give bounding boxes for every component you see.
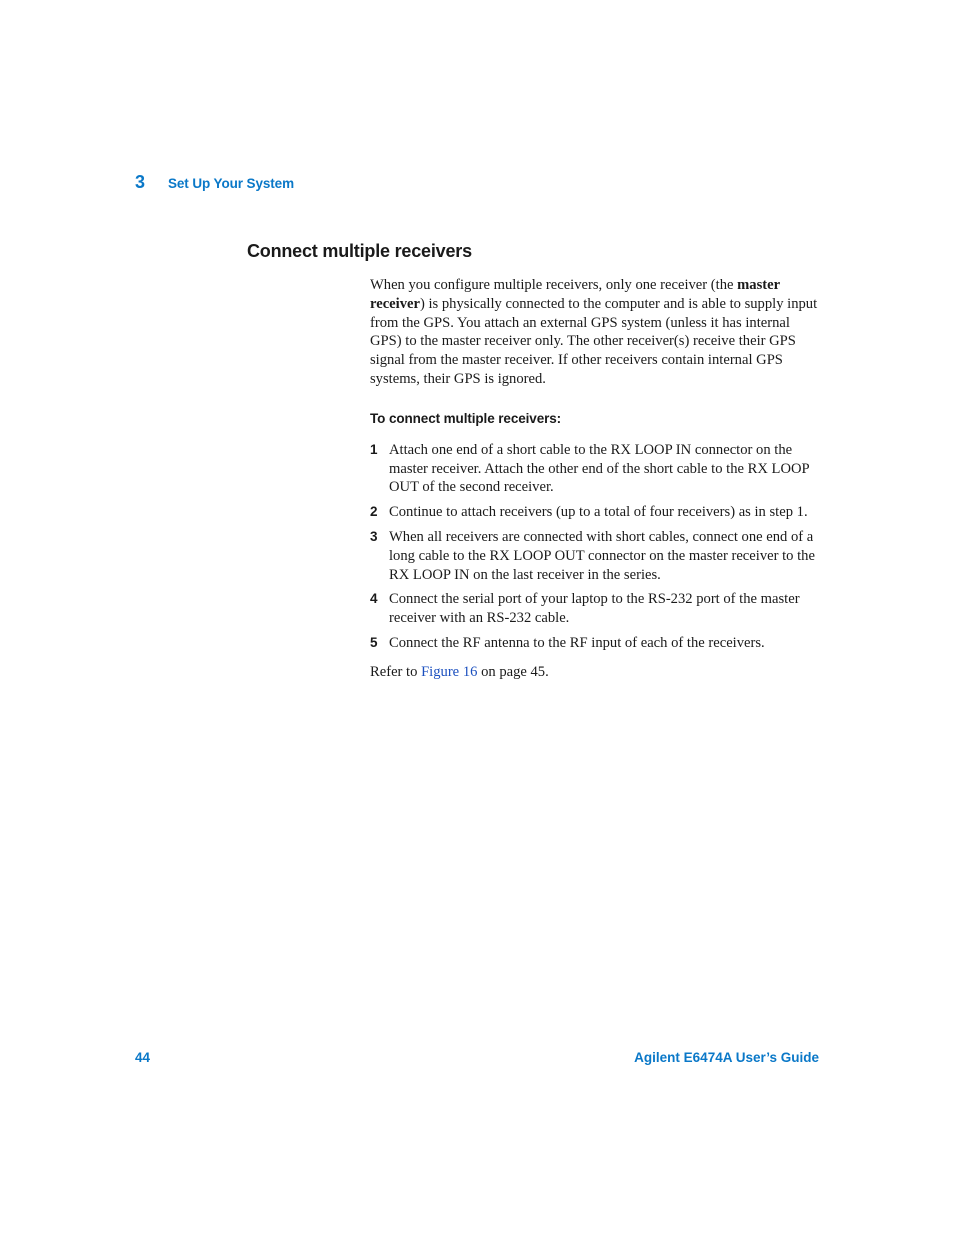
step-number: 5 xyxy=(370,634,378,650)
procedure-step xyxy=(370,441,820,497)
intro-paragraph xyxy=(370,276,820,389)
chapter-header xyxy=(135,172,294,193)
step-number: 4 xyxy=(370,591,378,607)
chapter-number: 3 xyxy=(135,172,146,192)
step-number: 2 xyxy=(370,504,378,520)
refer-prefix: Refer to xyxy=(370,663,422,680)
page-footer xyxy=(135,1050,819,1065)
step-text: Connect the RF antenna to the RF input of each of the receivers. xyxy=(389,634,765,651)
step-text: Connect the serial port of your laptop to the RS-232 port of the master receiver with an RS-232 cable. xyxy=(389,591,800,627)
refer-paragraph xyxy=(370,663,820,682)
section-title: Connect multiple receivers xyxy=(247,241,472,261)
procedure-step xyxy=(370,634,820,653)
master-receiver-term: master receiver xyxy=(370,277,780,312)
procedure-step xyxy=(370,503,820,522)
chapter-title: Set Up Your System xyxy=(168,176,294,191)
procedure-steps xyxy=(370,441,820,653)
procedure-heading: To connect multiple receivers: xyxy=(370,410,562,426)
step-number: 3 xyxy=(370,528,378,544)
intro-text-start: When you configure multiple receivers, only one receiver (the xyxy=(370,277,738,293)
intro-text-end: ) is physically connected to the computer and is able to supply input from the GPS. You attach an external GPS system (unless it has internal GPS) to the master receiver only. The other receiver(s) receive their GPS signal from the master receiver. If other receivers contain internal GPS systems, their GPS is ignored. xyxy=(370,295,818,387)
step-text: When all receivers are connected with short cables, connect one end of a long cable to the RX LOOP OUT connector on the master receiver to the RX LOOP IN on the last receiver in the series. xyxy=(389,528,815,583)
step-text: Attach one end of a short cable to the RX LOOP IN connector on the master receiver. Attach the other end of the short cable to the RX LOOP OUT of the second receiver. xyxy=(389,441,810,496)
procedure-step xyxy=(370,590,820,628)
book-title: Agilent E6474A User’s Guide xyxy=(634,1050,819,1065)
procedure-step xyxy=(370,528,820,584)
step-number: 1 xyxy=(370,441,378,457)
page-number: 44 xyxy=(135,1050,151,1065)
step-text: Continue to attach receivers (up to a total of four receivers) as in step 1. xyxy=(389,504,808,521)
body-column xyxy=(370,276,820,682)
figure-16-link[interactable]: Figure 16 xyxy=(421,663,478,680)
refer-suffix: on page 45. xyxy=(477,663,549,680)
